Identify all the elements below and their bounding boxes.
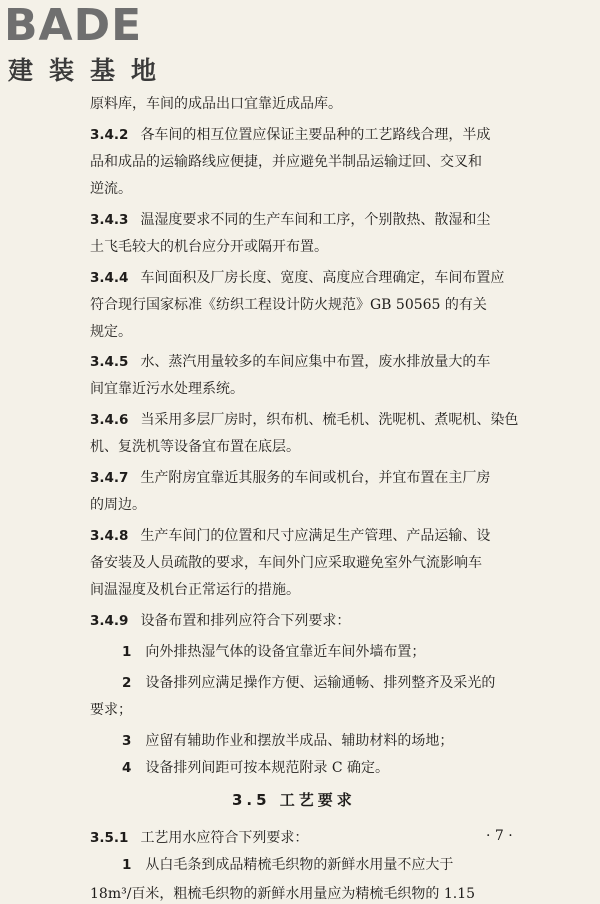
line-text: 逆流。 [90, 181, 132, 197]
text-line [90, 553, 482, 573]
text-line [122, 855, 453, 875]
text-line [90, 94, 342, 114]
clause-number: 3.4.6 [90, 412, 129, 428]
line-text: 品和成品的运输路线应便捷，并应避免半制品运输迂回、交叉和 [90, 154, 482, 170]
clause-number: 3.4.5 [90, 354, 129, 370]
list-item-number: 2 [122, 675, 132, 691]
clause-number: 3.4.9 [90, 613, 129, 629]
clause-number: 3.5.1 [90, 830, 129, 846]
line-text: 生产车间门的位置和尺寸应满足生产管理、产品运输、设 [140, 528, 491, 544]
line-text: 原料库，车间的成品出口宜靠近成品库。 [90, 96, 342, 112]
clause-number: 3.4.4 [90, 270, 129, 286]
line-text: 应留有辅助作业和摆放半成品、辅助材料的场地； [145, 733, 454, 749]
section-heading: 3.5 工艺要求 [232, 791, 356, 809]
bade-logo [4, 2, 179, 92]
line-text: 的周边。 [90, 497, 146, 513]
line-text: 向外排热湿气体的设备宜靠近车间外墙布置； [145, 644, 426, 660]
logo-subtitle: 建装基地 [8, 56, 173, 85]
text-line [90, 352, 490, 372]
logo-wordmark: BADE [4, 0, 143, 51]
text-line [90, 468, 490, 488]
line-text: 备安装及人员疏散的要求，车间外门应采取避免室外气流影响车 [90, 555, 482, 571]
line-text: 要求； [90, 702, 132, 718]
text-line [90, 125, 490, 145]
list-item-number: 4 [122, 760, 132, 776]
text-line [90, 152, 482, 172]
text-line [90, 580, 300, 600]
list-item-number: 1 [122, 857, 132, 873]
line-text: 设备排列应满足操作方便、运输通畅、排列整齐及采光的 [145, 675, 496, 691]
line-text: 从白毛条到成品精梳毛织物的新鲜水用量不应大于 [145, 857, 454, 873]
page-number: · 7 · [486, 828, 513, 844]
text-line [90, 410, 518, 430]
line-text: 间宜靠近污水处理系统。 [90, 381, 244, 397]
line-text: 18m³/百米，粗梳毛织物的新鲜水用量应为精梳毛织物的 1.15 [90, 886, 476, 902]
text-line [90, 884, 475, 904]
text-line [122, 758, 389, 778]
line-text: 设备排列间距可按本规范附录 C 确定。 [145, 760, 390, 776]
text-line [90, 437, 300, 457]
text-line [90, 237, 328, 257]
text-line [90, 295, 487, 315]
text-line [90, 210, 490, 230]
text-line [90, 495, 146, 515]
list-item-number: 3 [122, 733, 132, 749]
line-text: 工艺用水应符合下列要求： [140, 830, 309, 846]
text-line [90, 828, 308, 848]
line-text: 温湿度要求不同的生产车间和工序，个别散热、散湿和尘 [140, 212, 491, 228]
line-text: 车间面积及厂房长度、宽度、高度应合理确定，车间布置应 [140, 270, 505, 286]
clause-number: 3.4.7 [90, 470, 129, 486]
line-text: 土飞毛较大的机台应分开或隔开布置。 [90, 239, 328, 255]
list-item-number: 1 [122, 644, 132, 660]
line-text: 生产附房宜靠近其服务的车间或机台，并宜布置在主厂房 [140, 470, 491, 486]
text-line [122, 731, 453, 751]
line-text: 符合现行国家标准《纺织工程设计防火规范》GB 50565 的有关 [90, 297, 487, 313]
line-text: 规定。 [90, 324, 132, 340]
text-line [90, 700, 132, 720]
line-text: 水、蒸汽用量较多的车间应集中布置，废水排放量大的车 [140, 354, 491, 370]
line-text: 间温湿度及机台正常运行的措施。 [90, 582, 300, 598]
text-line [90, 268, 504, 288]
text-line [122, 673, 495, 693]
clause-number: 3.4.2 [90, 127, 129, 143]
text-line [90, 322, 132, 342]
text-line [122, 642, 425, 662]
clause-number: 3.4.3 [90, 212, 129, 228]
line-text: 机、复洗机等设备宜布置在底层。 [90, 439, 300, 455]
text-line [90, 179, 132, 199]
clause-number: 3.4.8 [90, 528, 129, 544]
line-text: 设备布置和排列应符合下列要求： [140, 613, 351, 629]
line-text: 当采用多层厂房时，织布机、梳毛机、洗呢机、煮呢机、染色 [140, 412, 519, 428]
line-text: 各车间的相互位置应保证主要品种的工艺路线合理，半成 [140, 127, 491, 143]
text-line [90, 526, 490, 546]
text-line [90, 379, 244, 399]
text-line [90, 611, 350, 631]
